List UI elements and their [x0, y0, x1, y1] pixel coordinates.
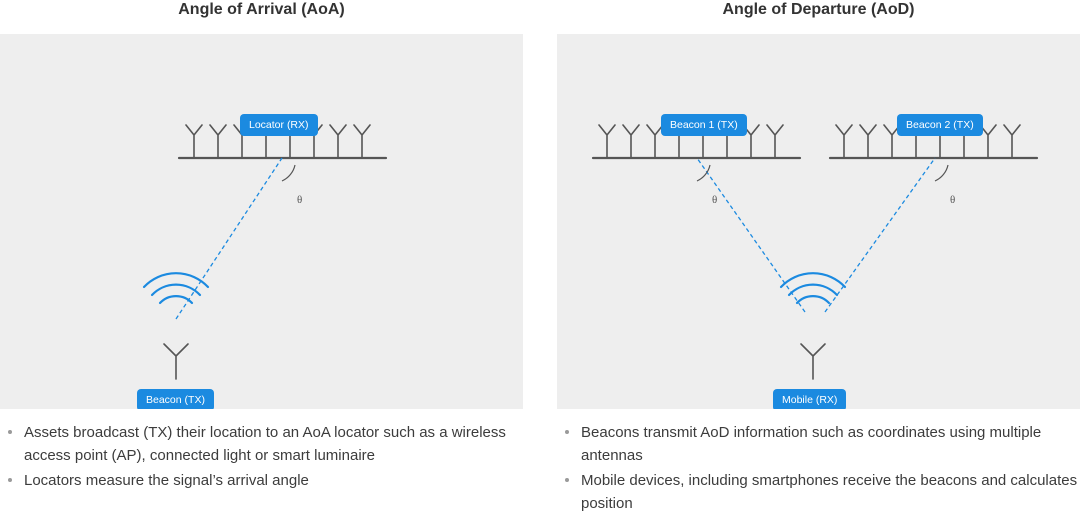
diagram-aoa: [0, 34, 523, 409]
panel-angle-of-departure: [557, 0, 1080, 517]
tag-beacon-1-tx: Beacon 1 (TX): [661, 114, 747, 136]
panel-angle-of-arrival: [0, 0, 523, 494]
tag-mobile-rx: Mobile (RX): [773, 389, 846, 409]
bullet-list-aoa: [0, 409, 525, 492]
panel-title-aoa: Angle of Arrival (AoA): [178, 1, 345, 18]
tag-beacon-tx: Beacon (TX): [137, 389, 214, 409]
list-item: Assets broadcast (TX) their location to an AoA locator such as a wireless access point (AP), connected light or smart luminaire: [2, 421, 521, 467]
tag-locator-rx: Locator (RX): [240, 114, 318, 136]
panel-title-aod: Angle of Departure (AoD): [722, 1, 915, 18]
diagram-aod: [557, 34, 1080, 409]
aoa-illustration: [0, 34, 523, 409]
angle-label-theta-right: θ: [950, 194, 956, 206]
angle-label-theta: θ: [297, 194, 303, 206]
tag-beacon-2-tx: Beacon 2 (TX): [897, 114, 983, 136]
list-item: Mobile devices, including smartphones receive the beacons and calculates position: [559, 469, 1078, 515]
list-item: Locators measure the signal’s arrival angle: [2, 469, 521, 492]
aod-illustration: [557, 34, 1080, 409]
bullet-list-aod: [557, 409, 1080, 515]
list-item: Beacons transmit AoD information such as coordinates using multiple antennas: [559, 421, 1078, 467]
angle-label-theta-left: θ: [712, 194, 718, 206]
